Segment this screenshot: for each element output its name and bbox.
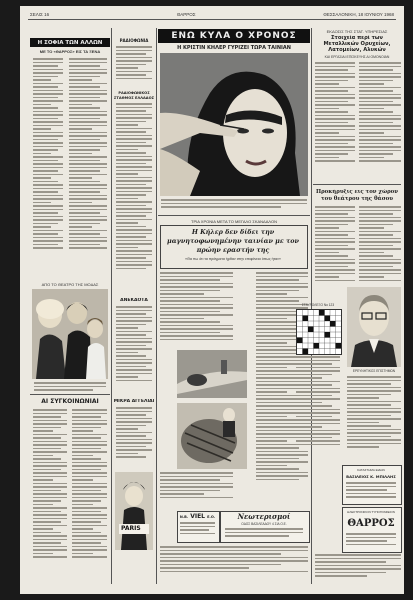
barrel-photo-image: [177, 403, 247, 469]
header-rule: [28, 19, 396, 20]
left-subhead: ΜΕ ΤΟ «ΘΑΡΡΟΣ» ΕΙΣ ΤΑ ΞΕΝΑ: [39, 49, 101, 54]
issue-date: ΘΕΣΣΑΛΟΝΙΚΗ, 18 ΙΟΥΝΙΟΥ 1968: [323, 11, 394, 17]
photo-caption-text: [161, 199, 307, 213]
right-top-byline: ΚΑΙ ΕΡΓΑΣΙΑΙ ΕΠΙΣΚΕΥΗΣ ΔΙ ΟΜΟΝΟΙΑΝ: [324, 55, 390, 59]
article-text-col1b: [160, 472, 233, 508]
small-ads-text: [116, 407, 152, 467]
station-title: ΡΑΔΙΟΦΩΝΙΚΟΣ ΣΤΑΘΜΟΣ ΕΛΛΑΔΟΣ: [113, 91, 155, 100]
transport-table-col1: [33, 409, 67, 581]
headline-deck: «Θα πω ότι τα πράγματα ήρθαν στην επιφάνεια όπως ήταν»: [185, 257, 281, 261]
proclamation-text-col1: [315, 206, 355, 298]
fashion-text: [34, 382, 106, 392]
crossword-cells: [297, 310, 341, 354]
crossword-grid: [296, 309, 342, 355]
viel-suffix: Ε.Ο.: [207, 515, 216, 519]
page-number: ΣΕΛΙΣ 16: [30, 11, 50, 17]
anecdotes-text: [116, 306, 152, 396]
portrait-image: [347, 287, 401, 367]
left-divider: [30, 394, 110, 395]
masthead-small: ΘΑΡΡΟΣ: [176, 11, 196, 17]
portrait-article-text: [347, 376, 401, 462]
fashion-caption: ΑΠΟ ΤΟ ΘΕΑΤΡΟ ΤΗΣ ΜΟΔΑΣ: [41, 282, 99, 287]
kiler-photo-title: Η ΚΡΙΣΤΙΝ ΚΗΛΕΡ ΓΥΡΙΖΕΙ ΤΩΡΑ ΤΑΙΝΙΑΝ: [177, 45, 291, 51]
bottom-center-text: [160, 546, 308, 582]
main-headline: Η Κήλερ δεν δίδει την μαγνητοφωνημένην ταινίαν με τον πρώην εραστήν της: [167, 228, 299, 254]
right-text-col2: [359, 62, 401, 180]
crossword-clues: [296, 356, 340, 466]
viel-wordmark: [178, 513, 217, 520]
viel-ad-text: [180, 522, 215, 538]
left-section-banner: Η ΣΟΦΙΑ ΤΩΝ ΑΛΛΩΝ: [30, 38, 110, 47]
column-rule: [111, 28, 112, 584]
radio-text: [116, 46, 152, 88]
neoterismoi-address: ΟΔΟΣ ΒΑΣΙΛΕΑΔΟΥ 4 ΣΙΑ Ο.Ε.: [241, 522, 287, 526]
paris-ad-figure: [115, 472, 153, 550]
viel-name: VIEL: [190, 513, 206, 520]
portrait-photo: [347, 287, 401, 367]
tharros-printing-label: ΗΛΕΚΤΡΟΝΙΚΟΝ ΤΥΠΟΓΡΑΦΕΙΟΝ: [347, 510, 395, 514]
anecdotes-title: ΑΝΕΚΔΟΤΑ: [120, 298, 148, 303]
neoterismoi-text: [225, 528, 303, 540]
small-ads-title: ΜΙΚΡΑ ΑΓΓΕΛΙΑΙ: [113, 399, 155, 404]
center-divider: [158, 215, 310, 216]
plane-photo-image: [177, 350, 247, 398]
newspaper-page: [20, 6, 404, 594]
viel-prefix: Ν.Β.: [179, 515, 189, 519]
billis-ad-line1: ΚΑΤΑΣΤΗΜΑ ΕΙΔΩΝ: [357, 468, 385, 472]
left-text-col2: [69, 58, 107, 280]
center-section-banner: ΕΝΩ ΚΥΛΑ Ο ΧΡΟΝΟΣ: [158, 29, 310, 43]
billis-ad-text: [346, 482, 396, 500]
radio-title: ΡΑΔΙΟΦΩΝΙΑ: [119, 38, 149, 43]
portrait-caption: ΕΡΕΥΝΗΤΙΚΟΣ ΕΠΙΣΤΗΜΩΝ: [352, 369, 396, 373]
proclamation-headline: Προκήρυξις εις τον χώρον του θεάτρου της θάσου: [316, 189, 398, 202]
transport-table-col2: [72, 409, 107, 581]
right-bottom-text: [315, 554, 401, 584]
column-rule: [156, 28, 157, 584]
kiler-makeup-photo: [160, 53, 308, 196]
transport-title: ΑΙ ΣΥΓΚΟΙΝΩΝΙΑΙ: [41, 398, 99, 405]
right-divider: [313, 184, 401, 185]
right-top-kicker: ΕΚΔΟΣΙΣ ΤΗΣ ΣΤΑΤ. ΥΠΗΡΕΣΙΑΣ: [326, 29, 388, 34]
left-text-col1: [33, 58, 63, 280]
tharros-printing-name: ΘΑΡΡΟΣ: [347, 518, 395, 529]
billis-ad-line2: ΒΑΣΙΛΕΙΟΣ Κ. ΜΠΙΛΛΗΣ: [346, 474, 396, 479]
kiler-photo-image: [160, 53, 308, 196]
fashion-photo-figures: [32, 289, 108, 379]
running-header: [30, 10, 394, 18]
paris-badge: PARIS: [121, 525, 141, 532]
right-text-col1: [315, 62, 355, 180]
barrel-photo: [177, 403, 247, 469]
paris-ad-photo: [115, 472, 153, 550]
right-top-headline: Στοιχεία περί των Μεταλλικών Ορυχείων, Λατομείων, Αλυκών: [323, 35, 391, 54]
fashion-photo: [32, 289, 108, 379]
tharros-printing-text: [346, 533, 396, 549]
neoterismoi-title: Νεωτερισμοί: [237, 512, 291, 521]
proclamation-text-col2: [359, 206, 401, 298]
crossword-title: ΣΤΑΥΡΟΛΕΞΟ Νο 123: [301, 303, 335, 307]
center-kicker: ΤΡΙΑ ΧΡΟΝΙΑ ΜΕΤΑ ΤΟ ΜΕΓΑΛΟ ΣΚΑΝΔΑΛΟΝ: [191, 219, 277, 224]
plane-photo: [177, 350, 247, 398]
program-listing: [116, 103, 152, 293]
